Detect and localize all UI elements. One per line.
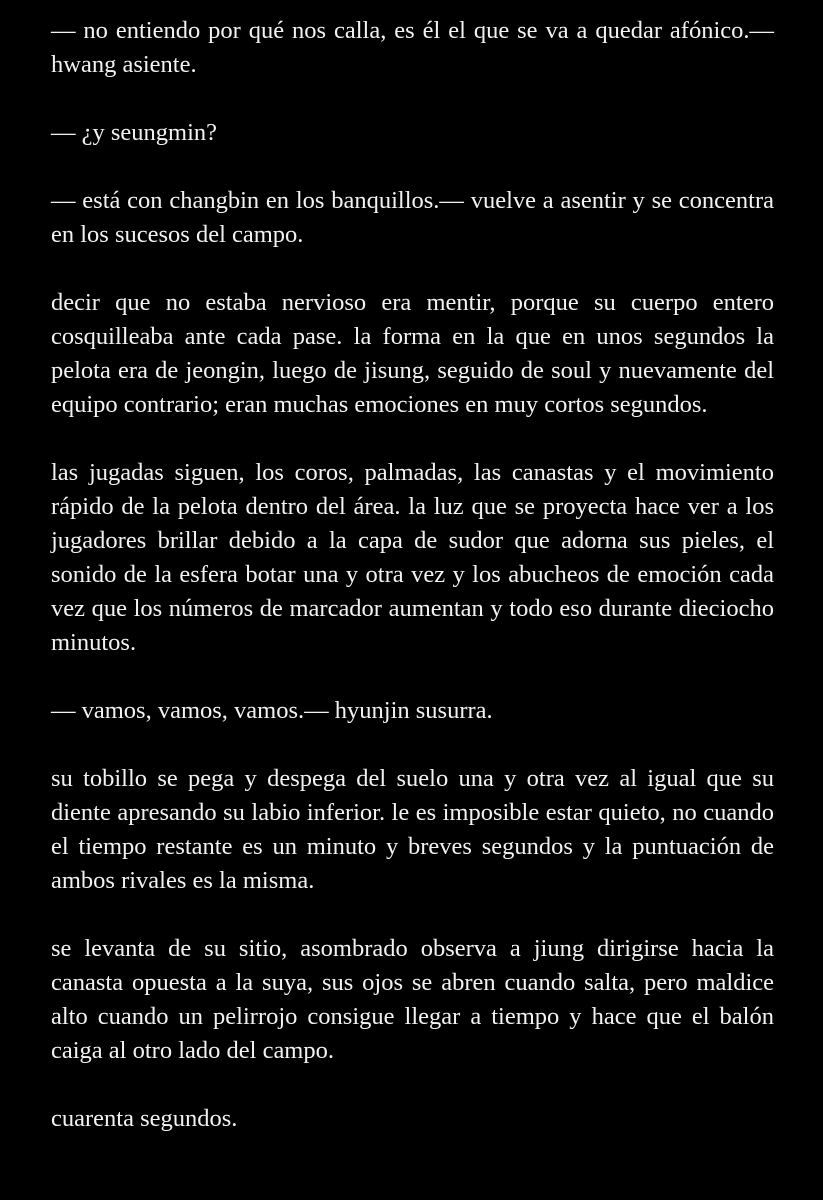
- paragraph: las jugadas siguen, los coros, palmadas, las canastas y el movimiento rápido de la pelota dentro del área. la luz que se proyecta hace ver a los jugadores brillar debido a la capa de sudor que adorna sus pieles, el sonido de la esfera botar una y otra vez y los abucheos de emoción cada vez que los números de marcador aumentan y todo eso durante dieciocho minutos.: [51, 459, 774, 656]
- paragraph: — vamos, vamos, vamos.— hyunjin susurra.: [51, 697, 493, 724]
- paragraph: decir que no estaba nervioso era mentir, porque su cuerpo entero cosquilleaba ante cada pase. la forma en la que en unos segundos la pelota era de jeongin, luego de jisung, seguido de soul y nuevamente del equipo contrario; eran muchas emociones en muy cortos segundos.: [51, 289, 774, 418]
- paragraph: cuarenta segundos.: [51, 1105, 238, 1132]
- story-text: [51, 14, 774, 1170]
- paragraph: — ¿y seungmin?: [51, 119, 218, 146]
- paragraph: se levanta de su sitio, asombrado observa a jiung dirigirse hacia la canasta opuesta a la suya, sus ojos se abren cuando salta, pero maldice alto cuando un pelirrojo consigue llegar a tiempo y hace que el balón caiga al otro lado del campo.: [51, 935, 774, 1064]
- paragraph: — está con changbin en los banquillos.— vuelve a asentir y se concentra en los sucesos del campo.: [51, 187, 774, 248]
- paragraph: su tobillo se pega y despega del suelo una y otra vez al igual que su diente apresando su labio inferior. le es imposible estar quieto, no cuando el tiempo restante es un minuto y breves segundos y la puntuación de ambos rivales es la misma.: [51, 765, 774, 894]
- paragraph: — no entiendo por qué nos calla, es él el que se va a quedar afónico.— hwang asiente.: [51, 17, 774, 78]
